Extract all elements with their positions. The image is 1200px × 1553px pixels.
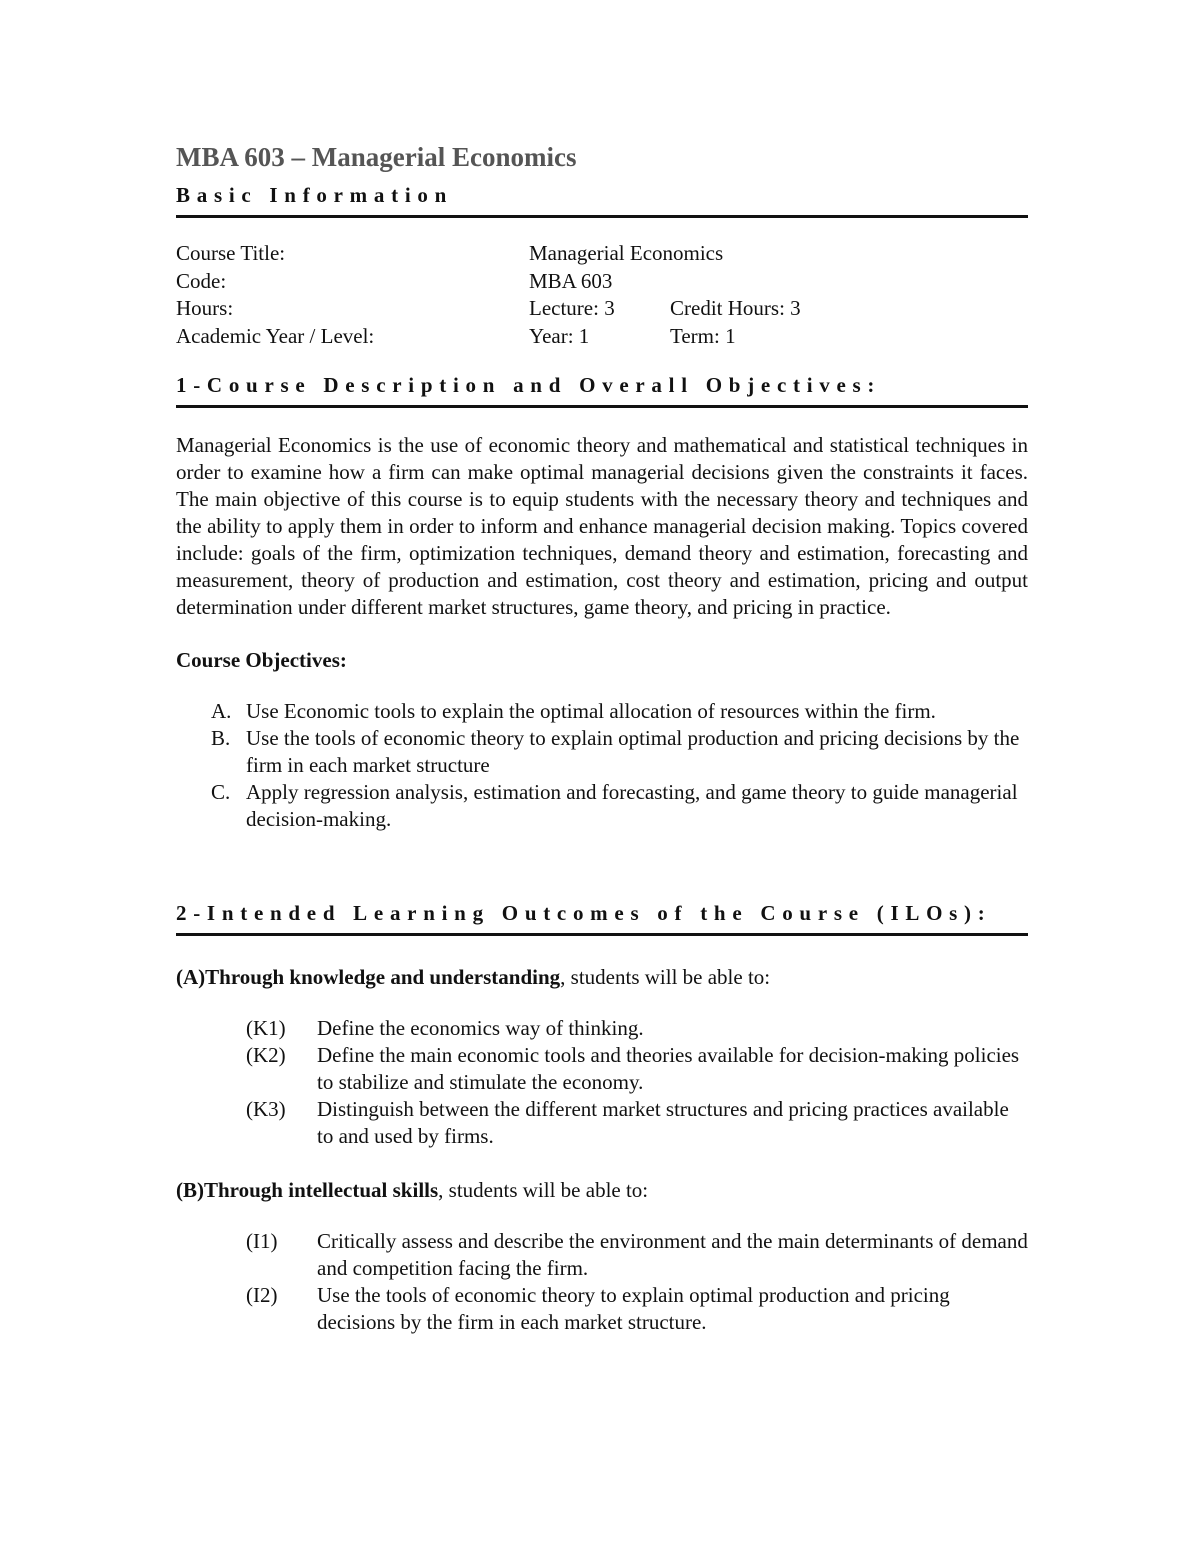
ilo-group-a-prefix: (A)Through — [176, 965, 290, 989]
info-row-hours — [176, 295, 801, 323]
ilo-item — [176, 1282, 1028, 1336]
ilo-item — [176, 1015, 1028, 1042]
ilo-item — [176, 1096, 1028, 1150]
objective-marker: C. — [211, 780, 231, 804]
objective-item — [176, 779, 1028, 833]
objective-text: Use the tools of economic theory to explain optimal production and pricing decisions by the firm in each market structure — [246, 726, 1020, 777]
ilo-text: Distinguish between the different market structures and pricing practices available to and used by firms. — [317, 1097, 1009, 1148]
ilo-group-a-suffix: , students will be able to: — [560, 965, 771, 989]
ilo-group-b-prefix: (B)Through — [176, 1178, 289, 1202]
objective-text: Apply regression analysis, estimation and forecasting, and game theory to guide managerial decision-making. — [246, 780, 1018, 831]
course-objectives-list — [176, 698, 1028, 833]
course-info-table — [176, 240, 801, 350]
hours-lecture: Lecture: 3 — [529, 296, 615, 320]
hours-credit: Credit Hours: 3 — [670, 296, 801, 320]
course-objectives-title: Course Objectives: — [176, 648, 347, 672]
ilo-text: Define the main economic tools and theories available for decision-making policies to stabilize and stimulate the economy. — [317, 1043, 1020, 1094]
ilo-group-a-emphasis: knowledge and understanding — [289, 965, 561, 989]
ilo-marker: (K3) — [246, 1097, 286, 1121]
ilo-marker: (I2) — [246, 1283, 278, 1307]
section-2-heading: 2-Intended Learning Outcomes of the Course (ILOs): — [176, 899, 1028, 936]
code-value: MBA 603 — [529, 268, 613, 293]
objective-marker: B. — [211, 726, 231, 750]
info-row-code — [176, 268, 801, 296]
info-row-level — [176, 323, 801, 351]
objective-item — [176, 698, 1028, 725]
ilo-marker: (K2) — [246, 1043, 286, 1067]
course-title-label: Course Title: — [176, 241, 286, 265]
ilo-group-b-suffix: , students will be able to: — [438, 1178, 649, 1202]
level-label: Academic Year / Level: — [176, 323, 375, 348]
ilo-text: Critically assess and describe the environment and the main determinants of demand and competition facing the firm. — [317, 1229, 1028, 1280]
basic-information-heading: Basic Information — [176, 182, 1028, 218]
ilo-marker: (K1) — [246, 1016, 286, 1040]
level-year: Year: 1 — [529, 323, 590, 348]
hours-label: Hours: — [176, 296, 234, 320]
ilo-item — [176, 1228, 1028, 1282]
objective-marker: A. — [211, 699, 232, 723]
ilo-group-b-intro — [176, 1177, 1028, 1204]
ilo-group-a-list — [176, 1015, 1028, 1150]
ilo-text: Define the economics way of thinking. — [317, 1016, 644, 1040]
ilo-text: Use the tools of economic theory to explain optimal production and pricing decisions by the firm in each market structure. — [317, 1283, 950, 1334]
ilo-marker: (I1) — [246, 1229, 278, 1253]
code-label: Code: — [176, 268, 227, 293]
info-row-course-title — [176, 240, 801, 268]
ilo-group-b-list — [176, 1228, 1028, 1336]
objective-text: Use Economic tools to explain the optimal allocation of resources within the firm. — [246, 699, 936, 723]
ilo-item — [176, 1042, 1028, 1096]
ilo-group-b-emphasis: intellectual skills — [288, 1178, 439, 1202]
section-1-heading: 1-Course Description and Overall Objectives: — [176, 372, 1028, 408]
objective-item — [176, 725, 1028, 779]
course-title-value: Managerial Economics — [529, 241, 724, 265]
ilo-group-a-intro — [176, 964, 1028, 991]
level-term: Term: 1 — [670, 323, 736, 348]
document-title: MBA 603 – Managerial Economics — [176, 142, 577, 172]
course-description: Managerial Economics is the use of economic theory and mathematical and statistical techniques in order to examine how a firm can make optimal managerial decisions given the constraints it faces. The main objective of this course is to equip students with the necessary theory and techniques and the ability to apply them in order to inform and enhance managerial decision making. Topics covered include: goals of the firm, optimization techniques, demand theory and estimation, forecasting and measurement, theory of production and estimation, cost theory and estimation, pricing and output determination under different market structures, game theory, and pricing in practice. — [176, 433, 1028, 619]
document-page — [176, 140, 1028, 1336]
